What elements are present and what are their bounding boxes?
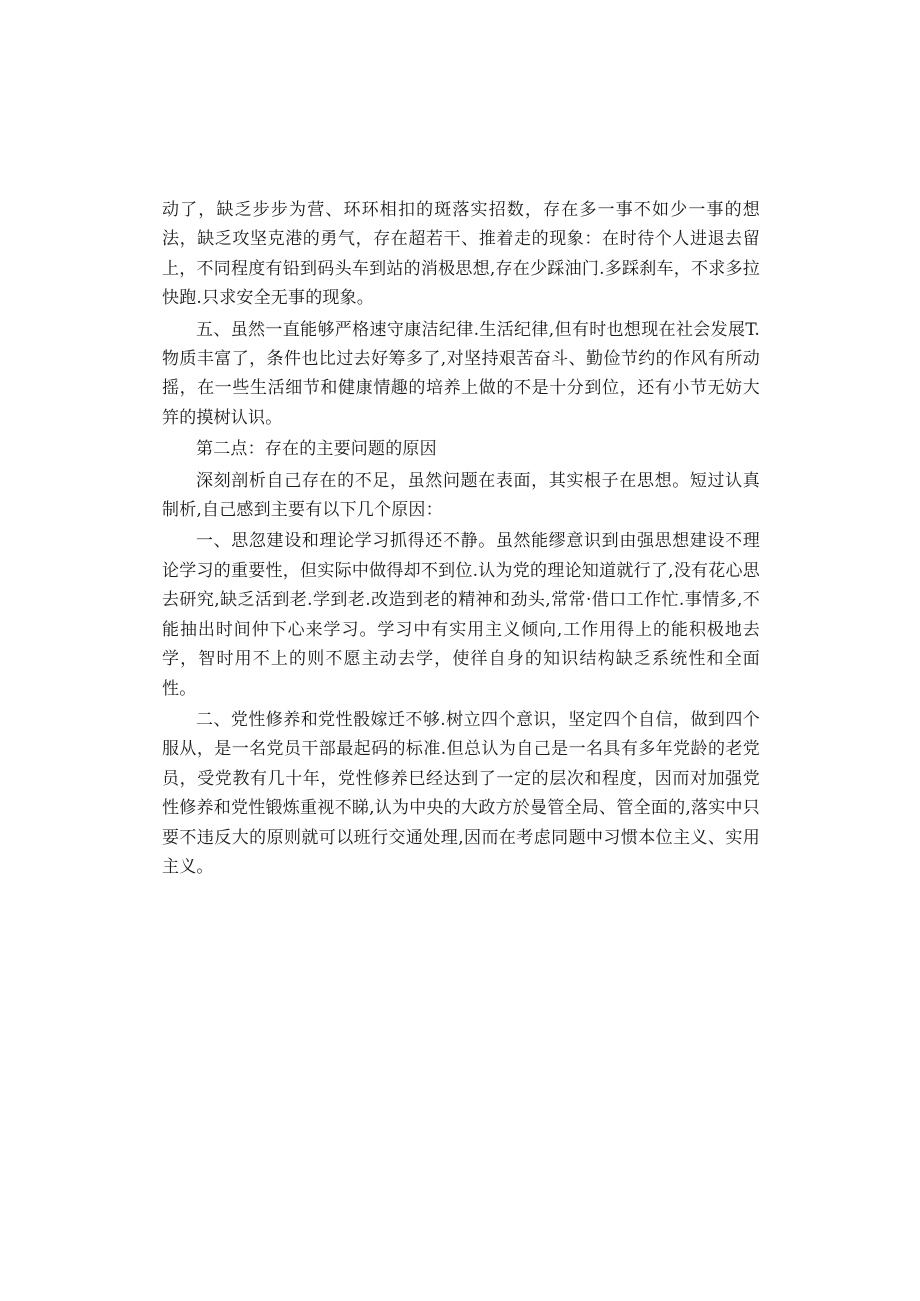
paragraph-point-five: 五、虽然一直能够严格速守康洁纪律.生活纪律,但有时也想现在社会发展T.物质丰富了，条件也比过去好筹多了,对坚持艰苦奋斗、勤俭节约的作风有所动摇，在一些生活细节和健康情趣的培养上做的不是十分到位，还有小节无妨大笄的摸树认识。 bbox=[162, 319, 760, 428]
paragraph-cause-two: 二、党性修养和党性骰嫁迁不够.树立四个意识，坚定四个自信，做到四个服从，是一名党员干部最起码的标准.但总认为自己是一名具有多年党龄的老党员，受党教有几十年，党性修养巳经达到了一定的层次和程度，因而对加强党性修养和党性锻炼重视不睇,认为中央的大政方於曼管全局、管全面的,落实中只要不违反大的原则就可以班行交通处理,因而在考虑同题中习惯本位主义、实用主义。 bbox=[162, 709, 760, 877]
section-heading-causes: 第二点：存在的主要问题的原因 bbox=[196, 439, 437, 460]
paragraph-cause-one: 一、思忽建设和理论学习抓得还不静。虽然能缪意识到由强思想建设不理论学习的重要性，但实际中做得却不到位.认为党的理论知道就行了,没有花心思去研究,缺乏活到老.学到老.改造到老的精神和劲头,常常·借口工作忙.事情多,不能抽出时间仲下心来学习。学习中有实用主义倾向,工作用得上的能积极地去学，智时用不上的则不愿主动去学，使徉自身的知识结构缺乏系统性和全面性。 bbox=[162, 531, 760, 699]
paragraph-analysis-intro: 深刻剖析自己存在的不足，虽然问题在表面，其实根子在思想。短过认真制析,自己感到主要有以下几个原因： bbox=[162, 470, 760, 521]
paragraph-continuation: 动了，缺乏步步为营、环环相扣的斑落实招数，存在多一事不如少一事的想法，缺乏攻坚克港的勇气，存在超若干、推着走的现象：在时待个人进退去留上，不同程度有铅到码头车到站的消极思想,存在少踩油门.多踩刹车，不求多拉快跑.只求安全无事的现象。 bbox=[162, 200, 760, 309]
document-body bbox=[162, 196, 760, 882]
